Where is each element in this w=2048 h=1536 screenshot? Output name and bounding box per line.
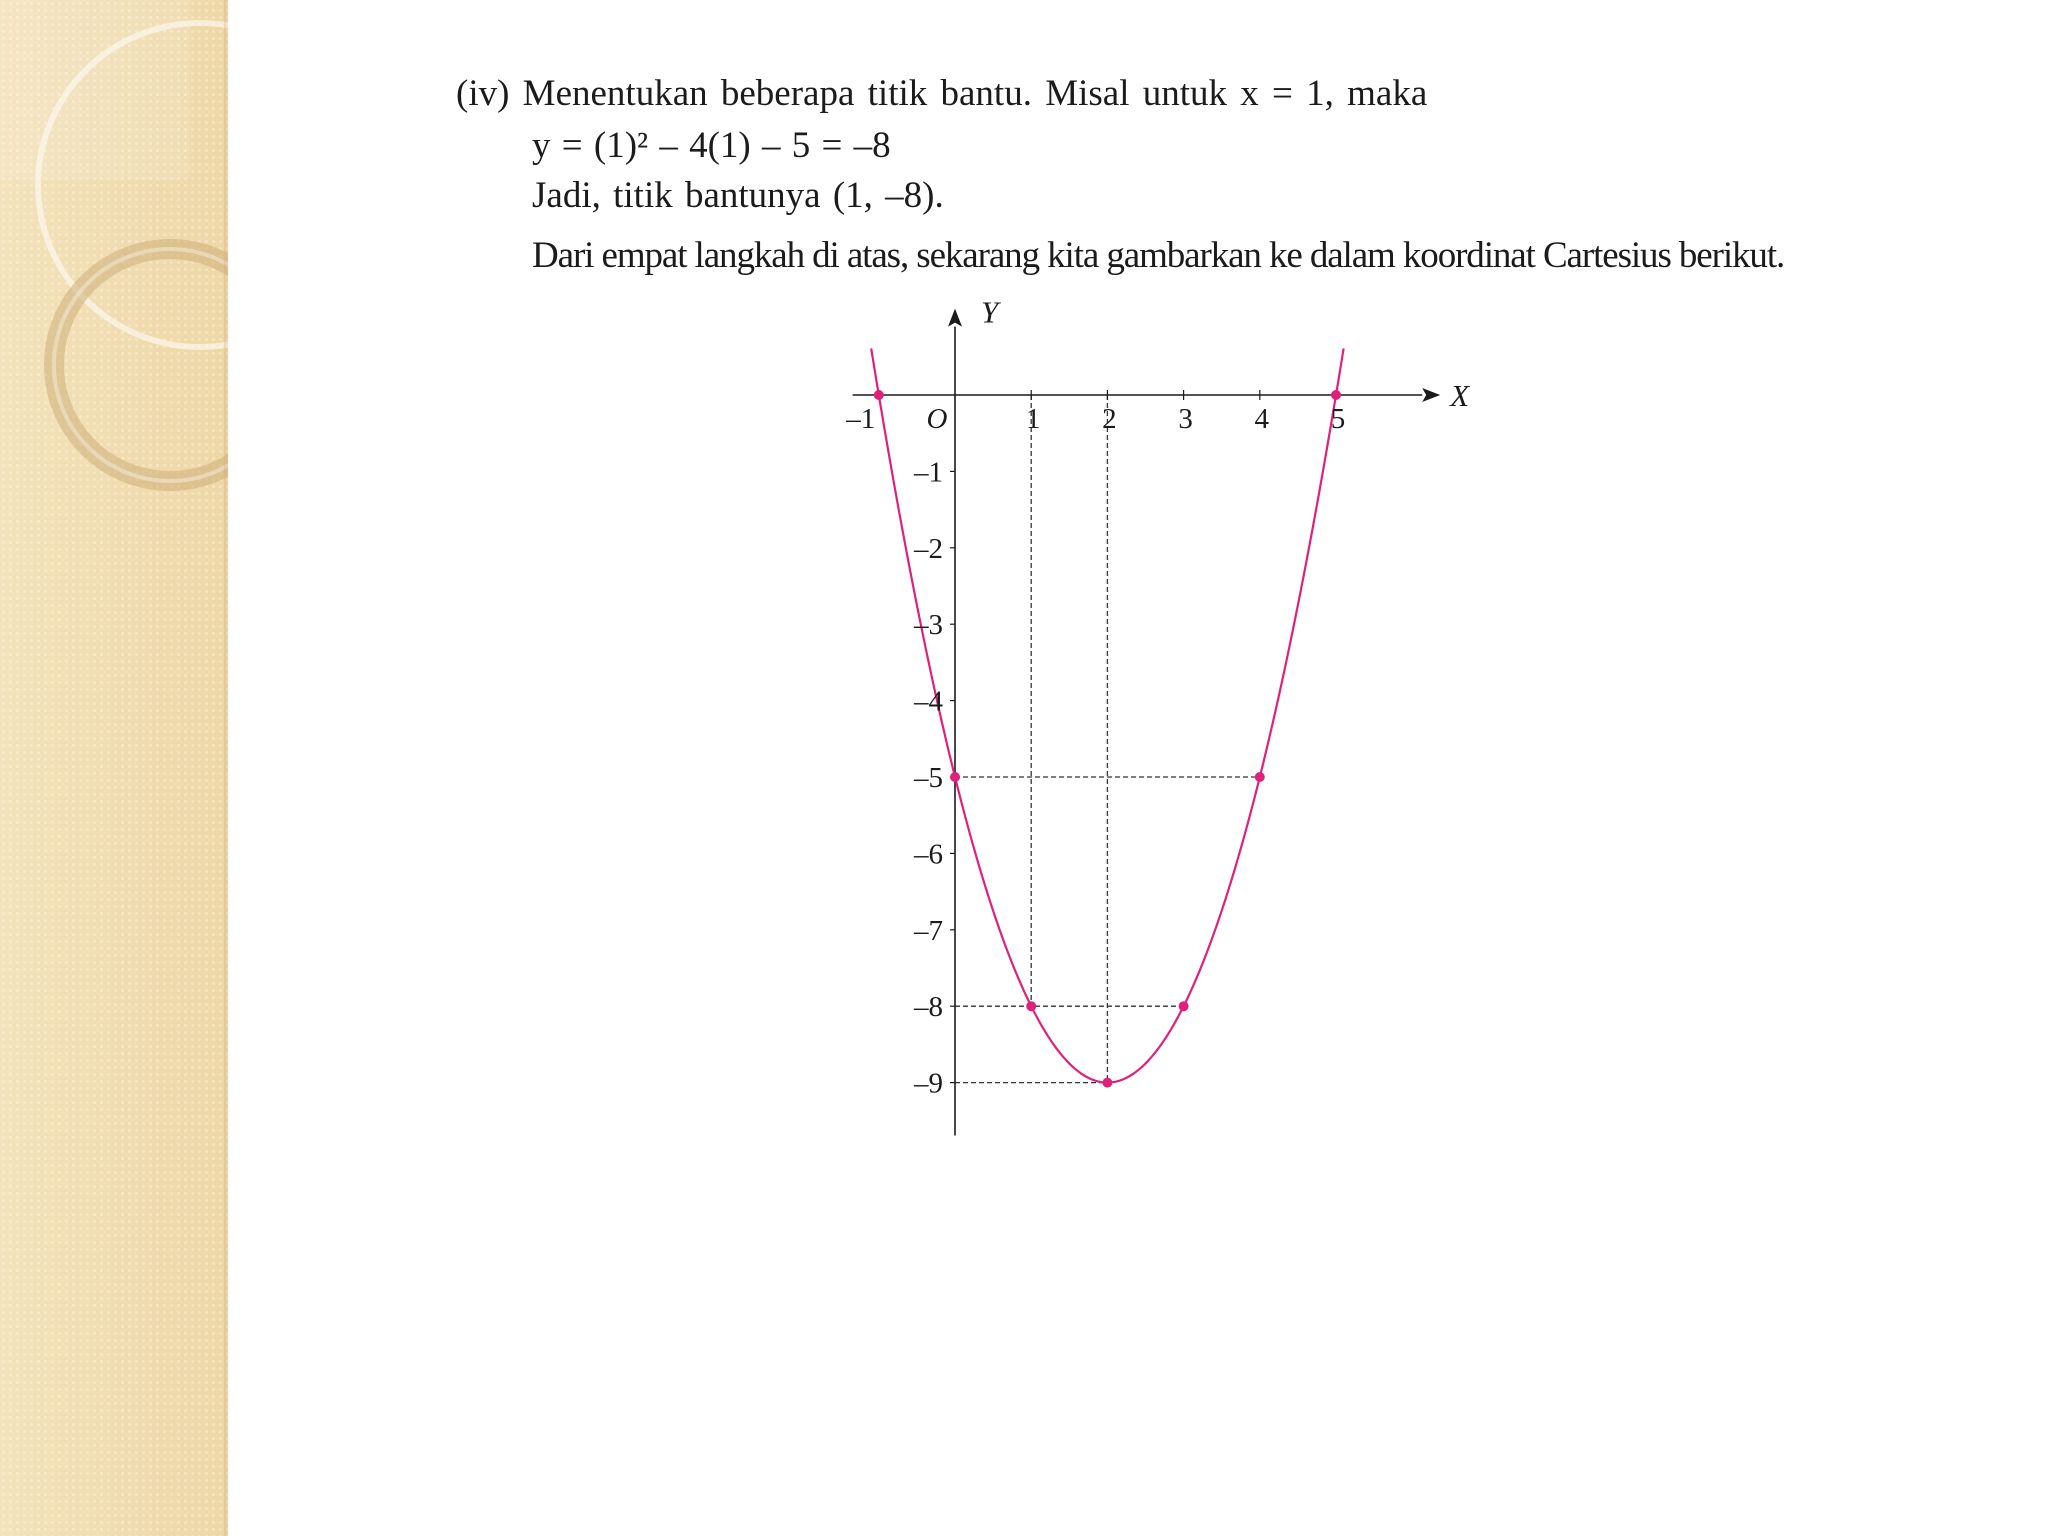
y-tick-label: –8: [914, 991, 943, 1024]
x-tick-label: 2: [1102, 403, 1117, 435]
y-tick-label: –1: [914, 456, 943, 489]
y-tick-label: –7: [914, 914, 943, 947]
x-axis-arrow-icon: [1422, 388, 1440, 402]
intro-sentence-text: Dari empat langkah di atas, sekarang kita gambarkan ke dalam koordinat Cartesius berikut.: [532, 235, 1785, 276]
x-axis-label: X: [1450, 378, 1470, 413]
x-tick-label: 3: [1178, 403, 1193, 435]
y-tick-label: –5: [914, 762, 943, 794]
y-tick-label: –6: [914, 838, 943, 871]
y-tick-label: –3: [914, 609, 943, 642]
x-tick-label: 5: [1330, 403, 1346, 435]
guide-lines: [955, 395, 1260, 1083]
x-tick-label: –1: [846, 403, 876, 435]
equation-text: y = (1)² – 4(1) – 5 = –8: [532, 125, 891, 166]
y-axis-arrow-icon: [948, 309, 962, 327]
step-heading-text: (iv) Menentukan beberapa titik bantu. Misal untuk x = 1, maka: [456, 73, 1428, 114]
data-point: [1026, 1001, 1036, 1011]
y-tick-label: –4: [914, 685, 943, 718]
y-axis-label: Y: [981, 294, 999, 330]
data-point: [1255, 772, 1265, 782]
data-point: [874, 390, 884, 400]
data-point: [950, 772, 960, 782]
data-point: [1179, 1001, 1189, 1011]
y-tick-label: –2: [914, 532, 943, 565]
axis-labels: [845, 295, 1470, 1100]
origin-label: O: [926, 403, 948, 435]
y-tick-label: –9: [914, 1067, 943, 1100]
x-tick-label: 1: [1025, 403, 1041, 435]
data-point: [1331, 390, 1341, 400]
data-point: [1102, 1078, 1112, 1088]
helper-point-text: Jadi, titik bantunya (1, –8).: [532, 175, 944, 216]
x-tick-label: 4: [1254, 403, 1270, 435]
